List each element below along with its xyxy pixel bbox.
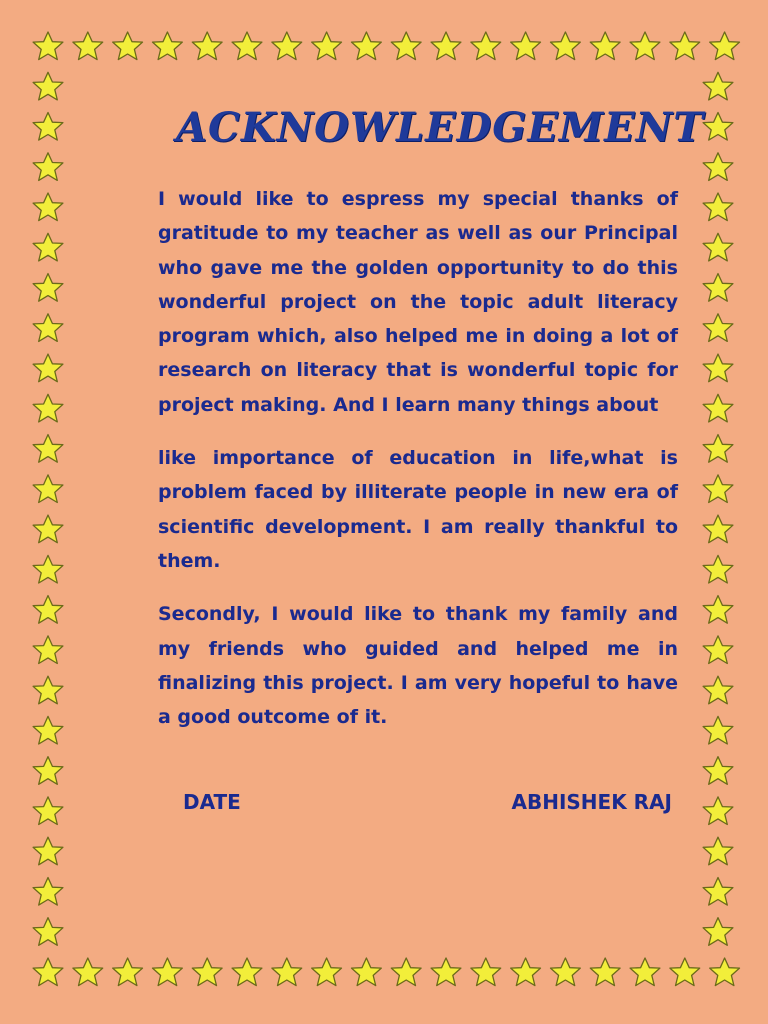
paragraph: I would like to espress my special thanks of gratitude to my teacher as well as our Principal who gave me the golden opportunity to do this wonderful project on the topic adult literacy program which, also helped me in doing a lot of research on literacy that is wonderful topic for project making. And I learn many things about [158,188,678,416]
star-icon [33,555,63,583]
star-icon [153,958,183,986]
star-icon [33,716,63,744]
star-icon [272,32,302,60]
star-icon [33,676,63,704]
star-icon [33,757,63,785]
star-icon [431,958,461,986]
star-icon [272,958,302,986]
star-icon [590,958,620,986]
star-icon [703,636,733,664]
star-icon [703,72,733,100]
star-icon [391,958,421,986]
star-icon [33,878,63,906]
star-icon [710,958,740,986]
star-icon [551,958,581,986]
author-name: ABHISHEK RAJ [511,790,672,814]
star-icon [670,958,700,986]
star-icon [471,32,501,60]
star-icon [630,32,660,60]
star-icon [703,878,733,906]
star-icon [590,32,620,60]
star-icon [710,32,740,60]
star-icon [471,958,501,986]
star-icon [703,394,733,422]
star-icon [113,32,143,60]
star-icon [33,314,63,342]
star-icon [703,918,733,946]
star-icon [73,32,103,60]
star-icon [33,475,63,503]
page-title: ACKNOWLEDGEMENT [175,104,704,151]
star-icon [192,32,222,60]
star-icon [33,72,63,100]
star-icon [312,958,342,986]
star-icon [391,32,421,60]
star-icon [33,636,63,664]
star-icon [703,153,733,181]
star-icon [703,757,733,785]
star-icon [33,515,63,543]
star-icon [703,435,733,463]
star-icon [352,32,382,60]
star-icon [703,676,733,704]
star-icon [33,193,63,221]
star-icon [630,958,660,986]
star-icon [33,435,63,463]
paragraph: like importance of education in life,what is problem faced by illiterate people in new era of scientific development. I am really thankful to them. [158,447,678,572]
star-icon [703,555,733,583]
signature-line [0,790,768,822]
star-icon [703,233,733,261]
paragraph: Secondly, I would like to thank my family and my friends who guided and helped me in finalizing this project. I am very hopeful to have a good outcome of it. [158,603,678,729]
star-icon [153,32,183,60]
star-icon [511,32,541,60]
star-icon [33,958,63,986]
star-icon [232,32,262,60]
star-icon [33,596,63,624]
star-icon [352,958,382,986]
star-icon [33,354,63,382]
star-icon [670,32,700,60]
star-icon [33,233,63,261]
star-icon [192,958,222,986]
star-icon [703,596,733,624]
star-icon [703,274,733,302]
star-icon [511,958,541,986]
star-icon [703,354,733,382]
star-icon [33,837,63,865]
star-icon [33,394,63,422]
star-icon [703,193,733,221]
star-icon [232,958,262,986]
star-icon [33,32,63,60]
star-icon [312,32,342,60]
star-icon [73,958,103,986]
star-icon [703,314,733,342]
star-icon [703,475,733,503]
acknowledgement-body [158,182,678,753]
star-icon [703,515,733,543]
star-icon [33,153,63,181]
star-icon [431,32,461,60]
star-icon [703,716,733,744]
star-icon [113,958,143,986]
star-icon [33,918,63,946]
star-icon [703,837,733,865]
date-label: DATE [183,790,241,814]
star-icon [551,32,581,60]
star-icon [33,274,63,302]
